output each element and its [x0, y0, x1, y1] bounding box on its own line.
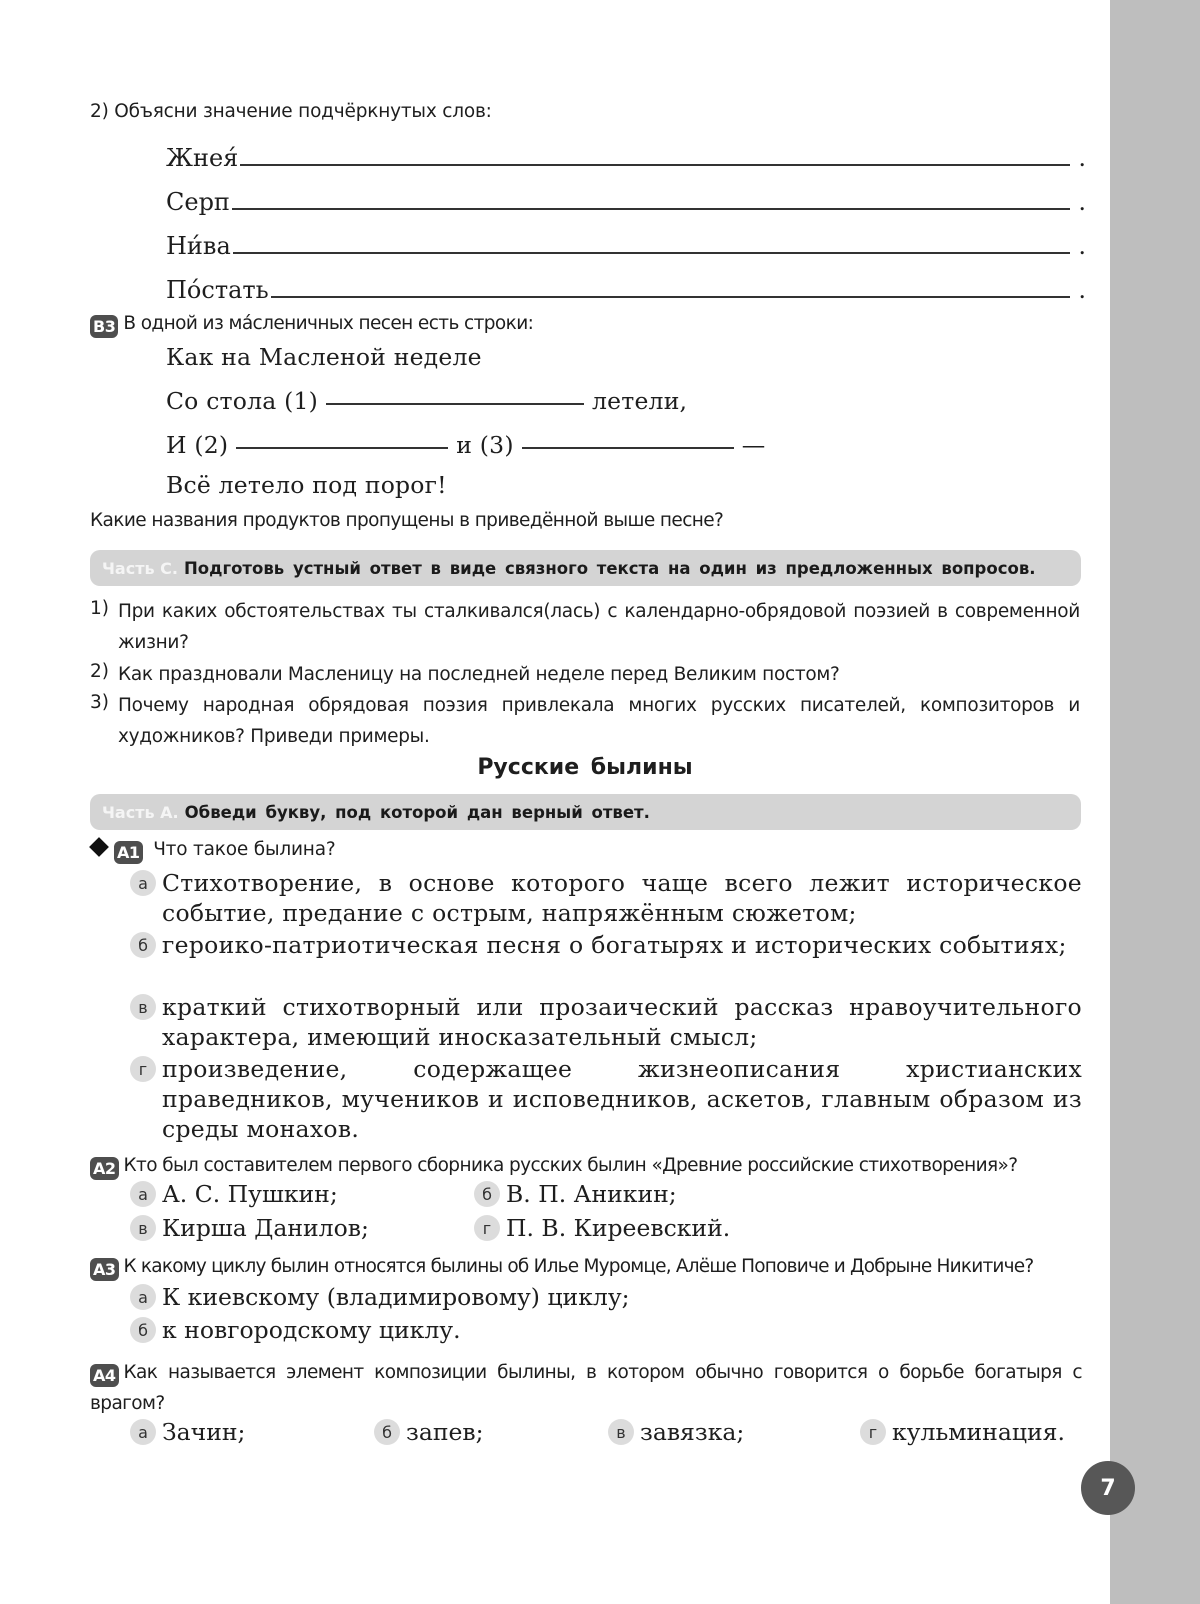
term: Ни́ва	[166, 232, 231, 260]
section-title: Русские былины	[477, 755, 693, 780]
part-instruction: Обведи букву, под которой дан верный ответ.	[184, 802, 650, 822]
option-letter[interactable]: в	[130, 994, 156, 1020]
question-text: К какому циклу былин относятся былины об Илье Муромце, Алёше Поповиче и Добрыне Никитиче?	[123, 1256, 1034, 1277]
answer-line[interactable]	[233, 252, 1071, 254]
option-letter[interactable]: б	[374, 1419, 400, 1445]
list-number: 3)	[90, 692, 109, 713]
task-badge: A2	[90, 1157, 119, 1180]
option-letter[interactable]: г	[474, 1215, 500, 1241]
blank-1[interactable]	[326, 403, 584, 405]
list-item: При каких обстоятельствах ты сталкивался(лась) с календарно-обрядовой поэзией в современной жизни?	[118, 601, 1080, 653]
blank-2[interactable]	[236, 447, 448, 449]
explain-task-label: 2) Объясни значение подчёркнутых слов:	[90, 101, 492, 122]
poem-line-3: И (2) и (3) —	[166, 431, 766, 459]
part-instruction: Подготовь устный ответ в виде связного текста на один из предложенных вопросов.	[184, 558, 1036, 578]
option-v[interactable]: в Кирша Данилов;	[130, 1214, 369, 1242]
term: Жнея́	[166, 144, 239, 172]
fill-row-word-4: По́стать .	[166, 276, 1086, 304]
option-letter[interactable]: а	[130, 870, 156, 896]
option-v[interactable]: в краткий стихотворный или прозаический рассказ нравоучительного характера, имеющий иносказательный смысл;	[130, 992, 1082, 1052]
option-g[interactable]: г П. В. Киреевский.	[474, 1214, 730, 1242]
blank-3[interactable]	[522, 447, 734, 449]
question-a4	[90, 1357, 1082, 1419]
fill-row-word-1: Жнея́ .	[166, 144, 1086, 172]
question-text: Как называется элемент композиции былины, в котором обычно говорится о борьбе богатыря с врагом?	[90, 1362, 1082, 1414]
option-a[interactable]: а А. С. Пушкин;	[130, 1180, 338, 1208]
list-item: Почему народная обрядовая поэзия привлекала многих русских писателей, композиторов и художников? Приведи примеры.	[118, 695, 1080, 747]
option-letter[interactable]: б	[130, 1317, 156, 1343]
option-g[interactable]: г произведение, содержащее жизнеописания христианских праведников, мучеников и исповедников, аскетов, главным образом из среды монахов.	[130, 1054, 1082, 1144]
option-v[interactable]: в завязка;	[608, 1418, 744, 1446]
question-text: Кто был составителем первого сборника русских былин «Древние российские стихотворения»?	[123, 1155, 1018, 1176]
list-number: 2)	[90, 661, 109, 682]
part-label: Часть С.	[102, 558, 178, 578]
list-number: 1)	[90, 598, 109, 619]
question-a2	[90, 1155, 1017, 1180]
option-letter[interactable]: а	[130, 1284, 156, 1310]
question-text: В одной из ма́сленичных песен есть строки:	[123, 313, 534, 334]
poem-line-4: Всё летело под порог!	[166, 471, 447, 499]
option-letter[interactable]: б	[130, 932, 156, 958]
answer-line[interactable]	[232, 208, 1070, 210]
task-badge: A3	[90, 1258, 119, 1281]
fill-row-word-2: Серп .	[166, 188, 1086, 216]
option-g[interactable]: г кульминация.	[860, 1418, 1065, 1446]
task-badge: A4	[90, 1364, 119, 1387]
part-c-banner	[90, 550, 1081, 586]
option-b[interactable]: б В. П. Аникин;	[474, 1180, 677, 1208]
b3-followup-question: Какие названия продуктов пропущены в приведённой выше песне?	[90, 510, 724, 531]
part-a-banner	[90, 794, 1081, 830]
term: Серп	[166, 188, 230, 216]
list-item: Как праздновали Масленицу на последней неделе перед Великим постом?	[118, 664, 840, 685]
difficulty-diamond-icon	[89, 837, 109, 857]
option-b[interactable]: б к новгородскому циклу.	[130, 1316, 461, 1344]
page-margin-strip	[1110, 0, 1200, 1604]
option-a[interactable]: а Стихотворение, в основе которого чаще всего лежит историческое событие, предание с острым, напряжённым сюжетом;	[130, 868, 1082, 928]
task-badge: A1	[114, 841, 143, 864]
option-letter[interactable]: г	[130, 1056, 156, 1082]
question-a3	[90, 1256, 1033, 1281]
option-letter[interactable]: а	[130, 1419, 156, 1445]
task-badge: B3	[90, 315, 118, 338]
part-label: Часть А.	[102, 802, 179, 822]
option-a[interactable]: а К киевскому (владимировому) циклу;	[130, 1283, 630, 1311]
fill-row-word-3: Ни́ва .	[166, 232, 1086, 260]
option-letter[interactable]: а	[130, 1181, 156, 1207]
question-b3	[90, 313, 533, 338]
answer-line[interactable]	[240, 164, 1070, 166]
option-letter[interactable]: в	[130, 1215, 156, 1241]
option-letter[interactable]: в	[608, 1419, 634, 1445]
option-a[interactable]: а Зачин;	[130, 1418, 245, 1446]
question-a1	[88, 839, 335, 864]
option-letter[interactable]: г	[860, 1419, 886, 1445]
poem-line-2: Со стола (1) летели,	[166, 387, 688, 415]
answer-line[interactable]	[271, 296, 1071, 298]
option-b[interactable]: б героико-патриотическая песня о богатырях и исторических событиях;	[130, 930, 1082, 960]
term: По́стать	[166, 276, 269, 304]
page-number: 7	[1081, 1461, 1135, 1515]
question-text: Что такое былина?	[153, 839, 336, 860]
poem-line-1: Как на Масленой неделе	[166, 343, 482, 371]
option-b[interactable]: б запев;	[374, 1418, 484, 1446]
option-letter[interactable]: б	[474, 1181, 500, 1207]
